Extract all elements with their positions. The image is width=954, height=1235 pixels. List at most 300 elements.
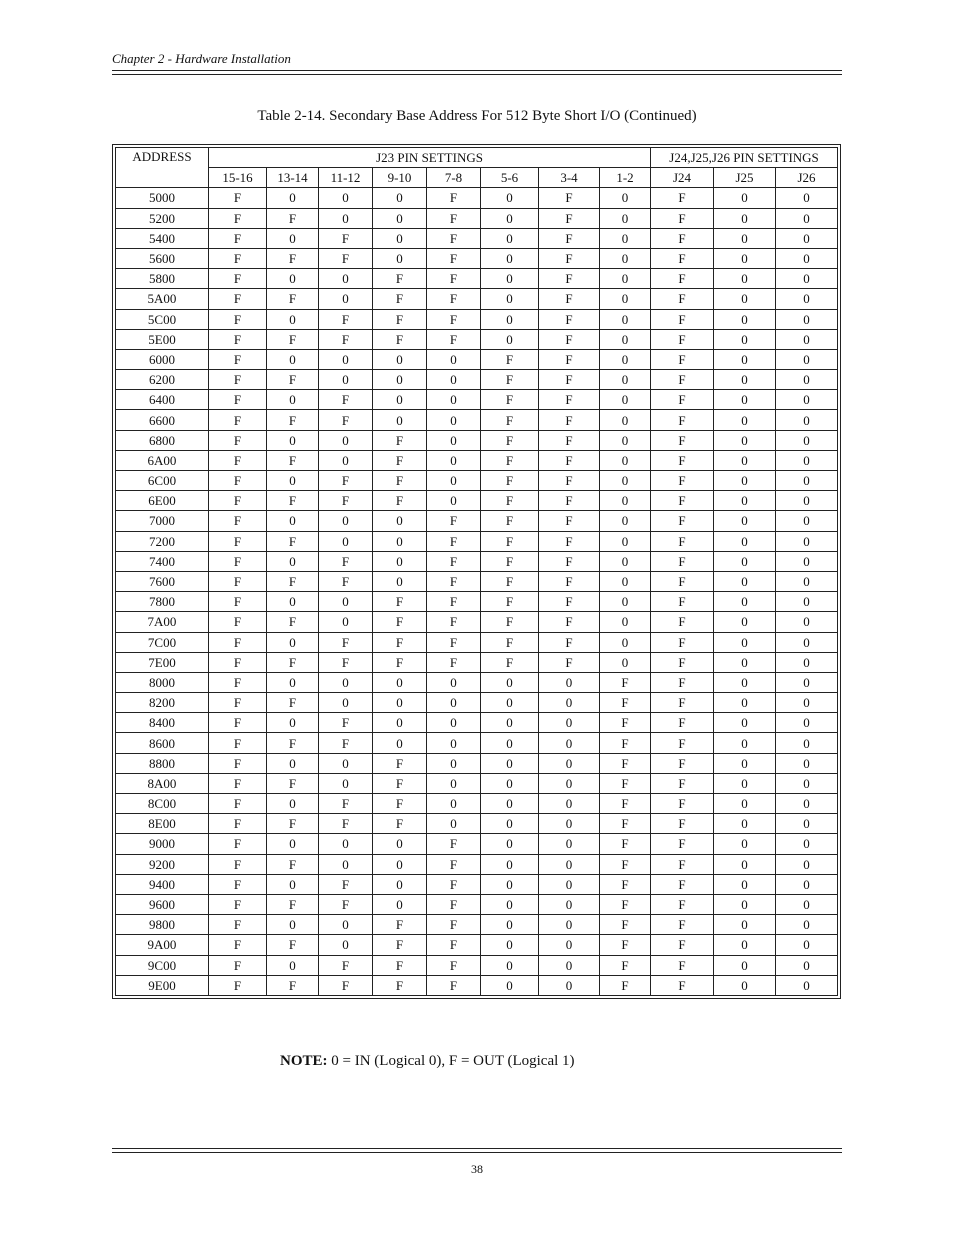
pin-setting-cell: 0 xyxy=(776,370,838,390)
pin-setting-cell: 0 xyxy=(427,733,481,753)
pin-setting-cell: 0 xyxy=(481,713,539,733)
pin-setting-cell: F xyxy=(427,612,481,632)
pin-setting-cell: 0 xyxy=(776,349,838,369)
pin-setting-cell: F xyxy=(319,248,373,268)
table-row xyxy=(116,652,838,672)
pin-setting-cell: F xyxy=(481,450,539,470)
pin-setting-cell: 0 xyxy=(600,430,651,450)
table-row xyxy=(116,632,838,652)
pin-setting-cell: 0 xyxy=(481,188,539,208)
pin-setting-cell: F xyxy=(651,248,714,268)
pin-setting-cell: 0 xyxy=(776,228,838,248)
pin-setting-cell: F xyxy=(373,753,427,773)
table-row xyxy=(116,592,838,612)
pin-setting-cell: F xyxy=(373,289,427,309)
pin-setting-cell: F xyxy=(209,491,267,511)
pin-setting-cell: 0 xyxy=(267,874,319,894)
pin-setting-cell: 0 xyxy=(481,733,539,753)
pin-setting-cell: F xyxy=(651,612,714,632)
address-cell: 5400 xyxy=(116,228,209,248)
pin-setting-cell: F xyxy=(373,935,427,955)
pin-setting-cell: F xyxy=(539,349,600,369)
pin-setting-cell: F xyxy=(209,915,267,935)
pin-setting-cell: 0 xyxy=(481,672,539,692)
pin-setting-cell: F xyxy=(651,935,714,955)
address-cell: 8800 xyxy=(116,753,209,773)
pin-setting-cell: F xyxy=(481,390,539,410)
pin-setting-cell: F xyxy=(267,652,319,672)
pin-setting-cell: F xyxy=(267,531,319,551)
pin-setting-cell: F xyxy=(209,854,267,874)
pin-setting-cell: 0 xyxy=(373,834,427,854)
address-cell: 5200 xyxy=(116,208,209,228)
pin-setting-cell: 0 xyxy=(714,632,776,652)
pin-setting-cell: F xyxy=(651,915,714,935)
pin-setting-cell: 0 xyxy=(373,349,427,369)
pin-setting-cell: F xyxy=(651,672,714,692)
pin-setting-cell: 0 xyxy=(776,511,838,531)
pin-setting-cell: F xyxy=(651,228,714,248)
pin-setting-cell: F xyxy=(481,592,539,612)
pin-setting-cell: 0 xyxy=(373,248,427,268)
pin-setting-cell: F xyxy=(373,269,427,289)
pin-setting-cell: 0 xyxy=(319,430,373,450)
pin-setting-cell: 0 xyxy=(714,450,776,470)
pin-setting-cell: F xyxy=(481,612,539,632)
pin-setting-cell: 0 xyxy=(539,915,600,935)
address-cell: 8A00 xyxy=(116,773,209,793)
pin-setting-cell: 0 xyxy=(600,471,651,491)
pin-setting-cell: F xyxy=(373,612,427,632)
pin-setting-cell: 0 xyxy=(714,874,776,894)
pin-setting-cell: F xyxy=(651,188,714,208)
pin-setting-cell: 0 xyxy=(600,531,651,551)
pin-setting-cell: F xyxy=(427,269,481,289)
pin-setting-cell: F xyxy=(651,955,714,975)
table-frame xyxy=(112,144,841,999)
pin-setting-cell: 0 xyxy=(267,471,319,491)
table-row xyxy=(116,248,838,268)
pin-setting-cell: F xyxy=(209,228,267,248)
address-cell: 7000 xyxy=(116,511,209,531)
pin-setting-cell: F xyxy=(600,955,651,975)
table-row xyxy=(116,390,838,410)
pin-setting-cell: F xyxy=(427,592,481,612)
pin-setting-cell: F xyxy=(539,228,600,248)
table-row xyxy=(116,228,838,248)
pin-setting-cell: F xyxy=(209,450,267,470)
pin-setting-cell: F xyxy=(427,834,481,854)
pin-setting-cell: F xyxy=(651,309,714,329)
pin-setting-cell: F xyxy=(427,915,481,935)
pin-setting-cell: F xyxy=(209,773,267,793)
table-row xyxy=(116,471,838,491)
pin-setting-cell: 0 xyxy=(539,834,600,854)
pin-setting-cell: F xyxy=(481,551,539,571)
pin-setting-cell: F xyxy=(539,531,600,551)
pin-setting-cell: 0 xyxy=(714,794,776,814)
pin-setting-cell: F xyxy=(427,188,481,208)
pin-setting-cell: F xyxy=(319,228,373,248)
pin-setting-cell: F xyxy=(427,531,481,551)
pin-setting-cell: F xyxy=(539,612,600,632)
pin-setting-cell: 0 xyxy=(600,612,651,632)
table-row xyxy=(116,753,838,773)
pin-setting-cell: 0 xyxy=(267,430,319,450)
pin-setting-cell: F xyxy=(267,612,319,632)
pin-setting-cell: F xyxy=(427,632,481,652)
pin-setting-cell: 0 xyxy=(714,713,776,733)
header-rule-top xyxy=(112,70,842,71)
pin-setting-cell: 0 xyxy=(373,410,427,430)
table-row xyxy=(116,935,838,955)
column-header: 13-14 xyxy=(267,168,319,188)
table-row xyxy=(116,571,838,591)
pin-setting-cell: F xyxy=(373,471,427,491)
pin-setting-cell: F xyxy=(539,370,600,390)
pin-setting-cell: F xyxy=(539,390,600,410)
pin-setting-cell: 0 xyxy=(267,309,319,329)
pin-setting-cell: 0 xyxy=(714,248,776,268)
pin-setting-cell: F xyxy=(209,733,267,753)
pin-setting-cell: 0 xyxy=(481,269,539,289)
address-cell: 7C00 xyxy=(116,632,209,652)
page-number: 38 xyxy=(471,1162,483,1176)
pin-setting-cell: F xyxy=(427,854,481,874)
pin-setting-cell: F xyxy=(481,491,539,511)
pin-setting-cell: 0 xyxy=(427,370,481,390)
pin-setting-cell: 0 xyxy=(539,874,600,894)
pin-setting-cell: F xyxy=(209,592,267,612)
pin-setting-cell: F xyxy=(481,571,539,591)
pin-setting-cell: F xyxy=(267,450,319,470)
pin-setting-cell: 0 xyxy=(714,652,776,672)
pin-setting-cell: 0 xyxy=(776,935,838,955)
pin-setting-cell: 0 xyxy=(714,935,776,955)
address-cell: 6E00 xyxy=(116,491,209,511)
pin-setting-cell: 0 xyxy=(714,471,776,491)
pin-setting-cell: 0 xyxy=(539,814,600,834)
pin-setting-cell: F xyxy=(539,551,600,571)
table-row xyxy=(116,188,838,208)
pin-setting-cell: F xyxy=(209,834,267,854)
pin-setting-cell: 0 xyxy=(714,753,776,773)
pin-setting-cell: 0 xyxy=(776,410,838,430)
column-header: J24 xyxy=(651,168,714,188)
address-cell: 6C00 xyxy=(116,471,209,491)
pin-setting-cell: 0 xyxy=(776,915,838,935)
pin-setting-cell: F xyxy=(373,975,427,995)
pin-setting-cell: F xyxy=(651,511,714,531)
pin-setting-cell: 0 xyxy=(267,955,319,975)
pin-setting-cell: 0 xyxy=(714,329,776,349)
pin-settings-table xyxy=(115,147,838,996)
table-body xyxy=(116,188,838,996)
pin-setting-cell: 0 xyxy=(539,894,600,914)
pin-setting-cell: F xyxy=(209,329,267,349)
column-header: 5-6 xyxy=(481,168,539,188)
pin-setting-cell: 0 xyxy=(427,450,481,470)
pin-setting-cell: 0 xyxy=(600,208,651,228)
pin-setting-cell: 0 xyxy=(600,652,651,672)
pin-setting-cell: 0 xyxy=(714,551,776,571)
pin-setting-cell: F xyxy=(600,693,651,713)
pin-setting-cell: F xyxy=(373,430,427,450)
table-row xyxy=(116,430,838,450)
pin-setting-cell: 0 xyxy=(481,309,539,329)
table-row xyxy=(116,410,838,430)
pin-setting-cell: 0 xyxy=(776,652,838,672)
pin-setting-cell: F xyxy=(319,632,373,652)
pin-setting-cell: 0 xyxy=(373,571,427,591)
pin-setting-cell: F xyxy=(373,329,427,349)
pin-setting-cell: F xyxy=(539,430,600,450)
address-cell: 8E00 xyxy=(116,814,209,834)
pin-setting-cell: 0 xyxy=(776,713,838,733)
pin-setting-cell: F xyxy=(651,733,714,753)
pin-setting-cell: F xyxy=(209,471,267,491)
pin-setting-cell: F xyxy=(209,894,267,914)
pin-setting-cell: F xyxy=(427,874,481,894)
pin-setting-cell: F xyxy=(319,309,373,329)
pin-setting-cell: 0 xyxy=(481,329,539,349)
pin-setting-cell: F xyxy=(373,632,427,652)
table-row xyxy=(116,693,838,713)
pin-setting-cell: 0 xyxy=(481,935,539,955)
pin-setting-cell: 0 xyxy=(776,753,838,773)
pin-setting-cell: 0 xyxy=(714,955,776,975)
pin-setting-cell: 0 xyxy=(600,370,651,390)
pin-setting-cell: F xyxy=(539,491,600,511)
pin-setting-cell: 0 xyxy=(776,390,838,410)
pin-setting-cell: 0 xyxy=(776,248,838,268)
table-row xyxy=(116,672,838,692)
pin-setting-cell: F xyxy=(319,955,373,975)
pin-setting-cell: F xyxy=(319,975,373,995)
pin-setting-cell: 0 xyxy=(714,592,776,612)
address-cell: 7600 xyxy=(116,571,209,591)
address-cell: 8400 xyxy=(116,713,209,733)
pin-setting-cell: F xyxy=(209,672,267,692)
pin-setting-cell: F xyxy=(539,309,600,329)
pin-setting-cell: 0 xyxy=(776,894,838,914)
pin-setting-cell: 0 xyxy=(539,672,600,692)
pin-setting-cell: 0 xyxy=(539,693,600,713)
pin-setting-cell: 0 xyxy=(267,794,319,814)
column-header: 3-4 xyxy=(539,168,600,188)
table-row xyxy=(116,349,838,369)
pin-setting-cell: 0 xyxy=(539,773,600,793)
address-cell: 9800 xyxy=(116,915,209,935)
column-header: J25 xyxy=(714,168,776,188)
pin-setting-cell: 0 xyxy=(600,450,651,470)
pin-setting-cell: F xyxy=(539,592,600,612)
pin-setting-cell: F xyxy=(539,450,600,470)
pin-setting-cell: F xyxy=(319,874,373,894)
pin-setting-cell: 0 xyxy=(714,430,776,450)
pin-setting-cell: F xyxy=(651,854,714,874)
pin-setting-cell: F xyxy=(481,471,539,491)
pin-setting-cell: 0 xyxy=(714,390,776,410)
pin-setting-cell: 0 xyxy=(319,269,373,289)
pin-setting-cell: F xyxy=(539,329,600,349)
pin-setting-cell: 0 xyxy=(776,309,838,329)
column-header: 9-10 xyxy=(373,168,427,188)
address-cell: 8000 xyxy=(116,672,209,692)
pin-setting-cell: 0 xyxy=(600,349,651,369)
pin-setting-cell: 0 xyxy=(481,915,539,935)
pin-setting-cell: 0 xyxy=(373,531,427,551)
pin-setting-cell: F xyxy=(427,289,481,309)
pin-setting-cell: 0 xyxy=(600,551,651,571)
pin-setting-cell: 0 xyxy=(776,430,838,450)
pin-setting-cell: 0 xyxy=(600,390,651,410)
pin-setting-cell: 0 xyxy=(319,208,373,228)
pin-setting-cell: 0 xyxy=(373,370,427,390)
pin-setting-cell: 0 xyxy=(481,975,539,995)
note-label: NOTE: xyxy=(280,1053,328,1069)
address-cell: 7200 xyxy=(116,531,209,551)
pin-setting-cell: 0 xyxy=(373,894,427,914)
pin-setting-cell: F xyxy=(373,814,427,834)
pin-setting-cell: F xyxy=(651,632,714,652)
pin-setting-cell: 0 xyxy=(714,511,776,531)
pin-setting-cell: 0 xyxy=(714,208,776,228)
pin-setting-cell: F xyxy=(481,652,539,672)
pin-setting-cell: F xyxy=(209,269,267,289)
table-row xyxy=(116,773,838,793)
pin-setting-cell: F xyxy=(600,814,651,834)
table-row xyxy=(116,733,838,753)
pin-setting-cell: 0 xyxy=(427,471,481,491)
pin-setting-cell: 0 xyxy=(714,975,776,995)
pin-setting-cell: 0 xyxy=(267,349,319,369)
pin-setting-cell: 0 xyxy=(373,511,427,531)
pin-setting-cell: F xyxy=(651,571,714,591)
address-cell: 5A00 xyxy=(116,289,209,309)
pin-setting-cell: F xyxy=(209,612,267,632)
chapter-header: Chapter 2 - Hardware Installation xyxy=(112,51,291,66)
pin-setting-cell: F xyxy=(209,430,267,450)
address-cell: 5600 xyxy=(116,248,209,268)
pin-setting-cell: 0 xyxy=(427,713,481,733)
pin-setting-cell: F xyxy=(651,390,714,410)
pin-setting-cell: F xyxy=(651,834,714,854)
pin-setting-cell: F xyxy=(209,531,267,551)
pin-setting-cell: 0 xyxy=(427,390,481,410)
pin-setting-cell: 0 xyxy=(267,672,319,692)
pin-setting-cell: F xyxy=(651,289,714,309)
pin-setting-cell: F xyxy=(651,551,714,571)
table-row xyxy=(116,208,838,228)
pin-setting-cell: 0 xyxy=(600,289,651,309)
pin-setting-cell: F xyxy=(651,410,714,430)
pin-setting-cell: 0 xyxy=(600,571,651,591)
pin-setting-cell: F xyxy=(651,208,714,228)
pin-setting-cell: 0 xyxy=(267,390,319,410)
pin-setting-cell: 0 xyxy=(319,592,373,612)
pin-setting-cell: F xyxy=(600,854,651,874)
pin-setting-cell: 0 xyxy=(776,632,838,652)
table-row xyxy=(116,975,838,995)
pin-setting-cell: F xyxy=(427,309,481,329)
pin-setting-cell: F xyxy=(267,208,319,228)
pin-setting-cell: F xyxy=(651,370,714,390)
pin-setting-cell: 0 xyxy=(319,935,373,955)
pin-setting-cell: F xyxy=(651,753,714,773)
address-cell: 7800 xyxy=(116,592,209,612)
pin-setting-cell: 0 xyxy=(481,894,539,914)
pin-setting-cell: F xyxy=(481,531,539,551)
pin-setting-cell: F xyxy=(267,370,319,390)
address-cell: 5C00 xyxy=(116,309,209,329)
table-row xyxy=(116,854,838,874)
pin-setting-cell: 0 xyxy=(319,450,373,470)
pin-setting-cell: F xyxy=(481,349,539,369)
pin-setting-cell: F xyxy=(427,208,481,228)
note-text: 0 = IN (Logical 0), F = OUT (Logical 1) xyxy=(327,1053,575,1069)
pin-setting-cell: 0 xyxy=(267,915,319,935)
pin-setting-cell: 0 xyxy=(539,753,600,773)
pin-setting-cell: F xyxy=(319,410,373,430)
pin-setting-cell: 0 xyxy=(600,188,651,208)
pin-setting-cell: 0 xyxy=(481,208,539,228)
pin-setting-cell: 0 xyxy=(267,511,319,531)
pin-setting-cell: 0 xyxy=(481,834,539,854)
pin-setting-cell: 0 xyxy=(539,854,600,874)
pin-setting-cell: 0 xyxy=(776,814,838,834)
pin-setting-cell: F xyxy=(319,652,373,672)
pin-setting-cell: 0 xyxy=(714,228,776,248)
pin-setting-cell: 0 xyxy=(267,592,319,612)
pin-setting-cell: F xyxy=(267,571,319,591)
table-row xyxy=(116,955,838,975)
pin-setting-cell: F xyxy=(319,471,373,491)
pin-setting-cell: 0 xyxy=(776,551,838,571)
pin-setting-cell: F xyxy=(319,794,373,814)
table-group-header-row xyxy=(116,148,838,168)
pin-setting-cell: F xyxy=(319,571,373,591)
pin-setting-cell: 0 xyxy=(714,773,776,793)
pin-setting-cell: 0 xyxy=(776,854,838,874)
pin-setting-cell: F xyxy=(651,471,714,491)
pin-setting-cell: 0 xyxy=(714,491,776,511)
pin-setting-cell: 0 xyxy=(373,228,427,248)
pin-setting-cell: F xyxy=(651,713,714,733)
pin-setting-cell: F xyxy=(373,592,427,612)
pin-setting-cell: F xyxy=(209,349,267,369)
pin-setting-cell: F xyxy=(427,652,481,672)
pin-setting-cell: 0 xyxy=(427,773,481,793)
pin-setting-cell: F xyxy=(427,571,481,591)
pin-setting-cell: F xyxy=(539,652,600,672)
pin-setting-cell: F xyxy=(373,955,427,975)
pin-setting-cell: 0 xyxy=(539,935,600,955)
pin-setting-cell: 0 xyxy=(714,693,776,713)
pin-setting-cell: F xyxy=(600,733,651,753)
pin-setting-cell: 0 xyxy=(776,571,838,591)
pin-setting-cell: F xyxy=(539,269,600,289)
note xyxy=(280,1053,575,1070)
address-cell: 7E00 xyxy=(116,652,209,672)
pin-setting-cell: F xyxy=(267,773,319,793)
pin-setting-cell: F xyxy=(373,915,427,935)
pin-setting-cell: F xyxy=(600,794,651,814)
pin-setting-cell: 0 xyxy=(267,753,319,773)
pin-setting-cell: F xyxy=(373,773,427,793)
pin-setting-cell: 0 xyxy=(600,329,651,349)
column-header: J26 xyxy=(776,168,838,188)
